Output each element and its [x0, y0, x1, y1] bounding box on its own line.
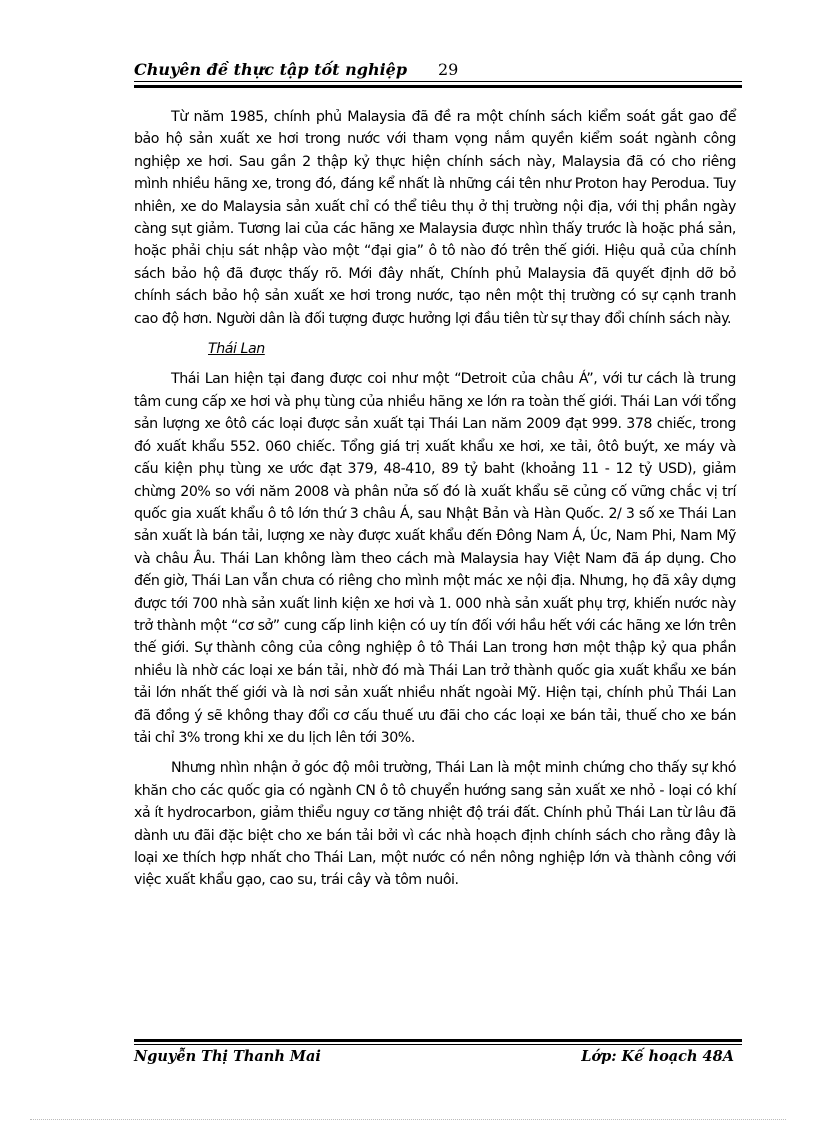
page-number: 29 — [438, 60, 459, 79]
section-heading-thailand: Thái Lan — [208, 341, 265, 358]
page-footer — [134, 1046, 734, 1070]
paragraph-malaysia: Từ năm 1985, chính phủ Malaysia đã đề ra một chính sách kiểm soát gắt gao để bảo hộ sản xuất xe hơi trong nước với tham vọng nắm quyền kiểm soát ngành công nghiệp xe hơi. Sau gần 2 thập kỷ thực hiện chính sách này, Malaysia đã có cho riêng mình nhiều hãng xe, trong đó, đáng kể nhất là những cái tên như Proton hay Perodua. Tuy nhiên, xe do Malaysia sản xuất chỉ có thể tiêu thụ ở thị trường nội địa, với thị phần ngày càng sụt giảm. Tương lai của các hãng xe Malaysia được nhìn thấy trước là hoặc phá sản, hoặc phải chịu sát nhập vào một “đại gia” ô tô nào đó trên thế giới. Hiệu quả của chính sách bảo hộ đã được thấy rõ. Mới đây nhất, Chính phủ Malaysia đã quyết định dỡ bỏ chính sách bảo hộ sản xuất xe hơi trong nước, tạo nên một thị trường có sự cạnh tranh cao độ hơn. Người dân là đối tượng được hưởng lợi đầu tiên từ sự thay đổi chính sách này. — [134, 109, 736, 327]
header-title: Chuyên đề thực tập tốt nghiệp — [134, 60, 408, 79]
paragraph-thailand-environment: Nhưng nhìn nhận ở góc độ môi trường, Thái Lan là một minh chứng cho thấy sự khó khăn cho các quốc gia có ngành CN ô tô chuyển hướng sang sản xuất xe nhỏ - loại có khí xả ít hydrocarbon, giảm thiểu nguy cơ tăng nhiệt độ trái đất. Chính phủ Thái Lan từ lâu đã dành ưu đãi đặc biệt cho xe bán tải bởi vì các nhà hoạch định chính sách cho rằng đây là loại xe thích hợp nhất cho Thái Lan, một nước có nền nông nghiệp lớn và thành công với việc xuất khẩu gạo, cao su, trái cây và tôm nuôi. — [134, 760, 736, 889]
page-edge-divider — [30, 1119, 786, 1120]
page-header — [134, 60, 742, 86]
header-rule-thin — [134, 81, 742, 82]
paragraph-thailand-industry: Thái Lan hiện tại đang được coi như một “Detroit của châu Á”, với tư cách là trung tâm cung cấp xe hơi và phụ tùng của nhiều hãng xe lớn ra toàn thế giới. Thái Lan với tổng sản lượng xe ôtô các loại được sản xuất tại Thái Lan năm 2009 đạt 999. 378 chiếc, trong đó xuất khẩu 552. 060 chiếc. Tổng giá trị xuất khẩu xe hơi, xe tải, ôtô buýt, xe máy và cấu kiện phụ tùng xe ước đạt 379, 48-410, 89 tỷ baht (khoảng 11 - 12 tỷ USD), giảm chừng 20% so với năm 2008 và phân nửa số đó là xuất khẩu sẽ củng cố vững chắc vị trí quốc gia xuất khẩu ô tô lớn thứ 3 châu Á, sau Nhật Bản và Hàn Quốc. 2/ 3 số xe Thái Lan sản xuất là bán tải, lượng xe này được xuất khẩu đến Đông Nam Á, Úc, Nam Phi, Nam Mỹ và châu Âu. Thái Lan không làm theo cách mà Malaysia hay Việt Nam đã áp dụng. Cho đến giờ, Thái Lan vẫn chưa có riêng cho mình một mác xe nội địa. Nhưng, họ đã xây dựng được tới 700 nhà sản xuất linh kiện xe hơi và 1. 000 nhà sản xuất phụ trợ, khiến nước này trở thành một “cơ sở” cung cấp linh kiện có uy tín đối với hầu hết với các hãng xe lớn trên thế giới. Sự thành công của công nghiệp ô tô Thái Lan trong hơn một thập kỷ qua phần nhiều là nhờ các loại xe bán tải, nhờ đó mà Thái Lan trở thành quốc gia xuất khẩu xe bán tải lớn nhất thế giới và là nơi sản xuất nhiều nhất ngoài Mỹ. Hiện tại, chính phủ Thái Lan đã đồng ý sẽ không thay đổi cơ cấu thuế ưu đãi cho các loại xe bán tải, thuế cho xe bán tải chỉ 3% trong khi xe du lịch lên tới 30%. — [134, 371, 736, 746]
footer-author: Nguyễn Thị Thanh Mai — [134, 1048, 321, 1065]
body-text — [134, 106, 736, 892]
footer-class: Lớp: Kế hoạch 48A — [581, 1048, 734, 1065]
footer-rule-thin — [134, 1044, 742, 1045]
header-rule-thick — [134, 85, 742, 88]
footer-rule-thick — [134, 1039, 742, 1042]
